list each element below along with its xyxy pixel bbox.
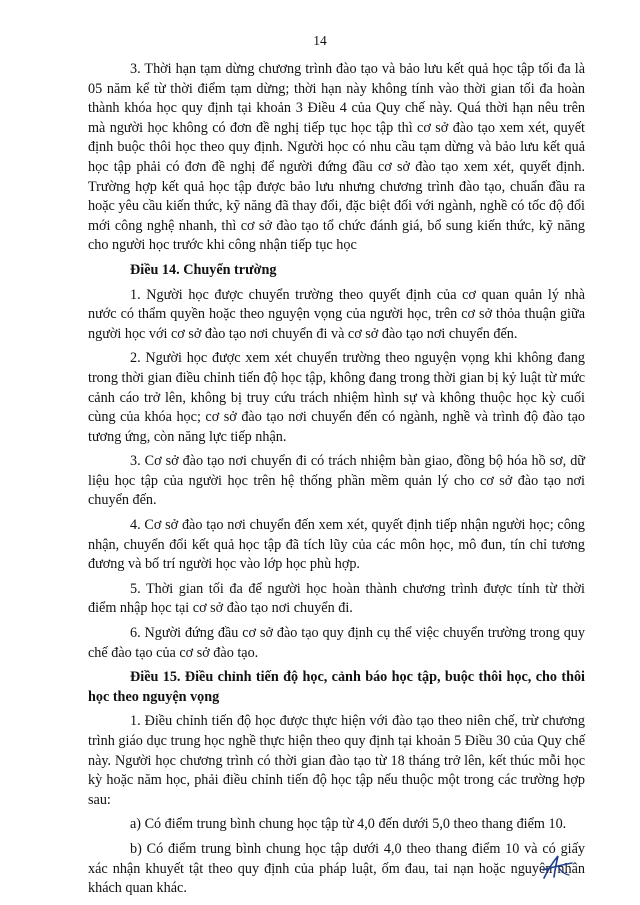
article-14-heading: Điều 14. Chuyển trường bbox=[130, 261, 277, 278]
article-15-point-b: b) Có điểm trung bình chung học tập dưới 4,0 theo thang điểm 10 và có giấy xác nhận khuyết tật theo quy định của pháp luật, ốm đau, tai nạn hoặc nguyên nhân khách quan khác. bbox=[88, 840, 585, 897]
article-15-clause-1: 1. Điều chỉnh tiến độ học được thực hiện với đào tạo theo niên chế, trừ chương trình giáo dục trung học nghề thực hiện theo quy định tại khoản 5 Điều 30 của Quy chế này. Người học chương trình có thời gian đào tạo từ 18 tháng trở lên, kết thúc mỗi học kỳ hoặc năm học, phải điều chỉnh tiến độ học tập nếu thuộc một trong các trường hợp sau: bbox=[88, 713, 585, 808]
paragraph-clause-3: 3. Thời hạn tạm dừng chương trình đào tạo và bảo lưu kết quả học tập tối đa là 05 năm kể từ thời điểm tạm dừng; thời hạn này không tính vào thời gian tối đa hoàn thành khóa học quy định tại khoản 3 Điều 4 của Quy chế này. Quá thời hạn nêu trên mà người học không có đơn đề nghị tiếp tục học tập thì cơ sở đào tạo xem xét, quyết định buộc thôi học theo quy định. Người học có nhu cầu tạm dừng và bảo lưu kết quả học tập phải có đơn đề nghị để người đứng đầu cơ sở đào tạo xem xét, quyết định. Trường hợp kết quả học tập được bảo lưu nhưng chương trình đào tạo, chuẩn đầu ra hoặc yêu cầu kiến thức, kỹ năng đã thay đổi, đặc biệt đối với ngành, nghề có tốc độ đổi mới công nghệ nhanh, thì cơ sở đào tạo tổ chức đánh giá, bổ sung kiến thức, kỹ năng cho người học trước khi công nhận tiếp tục học bbox=[88, 61, 585, 254]
article-14-clause-4: 4. Cơ sở đào tạo nơi chuyển đến xem xét, quyết định tiếp nhận người học; công nhận, chuyển đổi kết quả học tập đã tích lũy của các môn học, mô đun, tín chỉ tương đương và bố trí người học vào lớp học phù hợp. bbox=[88, 517, 585, 573]
article-14-clause-5: 5. Thời gian tối đa để người học hoàn thành chương trình được tính từ thời điểm nhập học tại cơ sở đào tạo nơi chuyển đi. bbox=[88, 580, 585, 617]
page-number: 14 bbox=[313, 33, 327, 48]
article-14-clause-3: 3. Cơ sở đào tạo nơi chuyển đi có trách nhiệm bàn giao, đồng bộ hóa hồ sơ, dữ liệu học tập của người học trên hệ thống phần mềm quản lý cho cơ sở đào tạo nơi chuyển đến. bbox=[88, 453, 585, 509]
article-15-heading: Điều 15. Điều chỉnh tiến độ học, cảnh báo học tập, buộc thôi học, cho thôi học theo nguyện vọng bbox=[88, 669, 585, 705]
initials-signature bbox=[538, 852, 578, 882]
document-body bbox=[88, 60, 585, 904]
article-14-clause-1: 1. Người học được chuyển trường theo quyết định của cơ quan quản lý nhà nước có thẩm quyền hoặc theo nguyện vọng của người học, trên cơ sở thỏa thuận giữa người học với cơ sở đào tạo nơi chuyển đi và cơ sở đào tạo nơi chuyển đến. bbox=[88, 286, 585, 342]
article-14-clause-6: 6. Người đứng đầu cơ sở đào tạo quy định cụ thể việc chuyển trường trong quy chế đào tạo của cơ sở đào tạo. bbox=[88, 625, 585, 661]
article-15-point-a: a) Có điểm trung bình chung học tập từ 4,0 đến dưới 5,0 theo thang điểm 10. bbox=[130, 816, 567, 833]
article-14-clause-2: 2. Người học được xem xét chuyển trường theo nguyện vọng khi không đang trong thời gian điều chỉnh tiến độ học tập, không đang trong thời gian bị kỷ luật từ mức cảnh cáo trở lên, không bị truy cứu trách nhiệm hình sự và không thuộc học kỳ cuối cùng của khóa học; cơ sở đào tạo nơi chuyển đến có ngành, nghề và trình độ đào tạo tương ứng, còn năng lực tiếp nhận. bbox=[88, 350, 585, 445]
